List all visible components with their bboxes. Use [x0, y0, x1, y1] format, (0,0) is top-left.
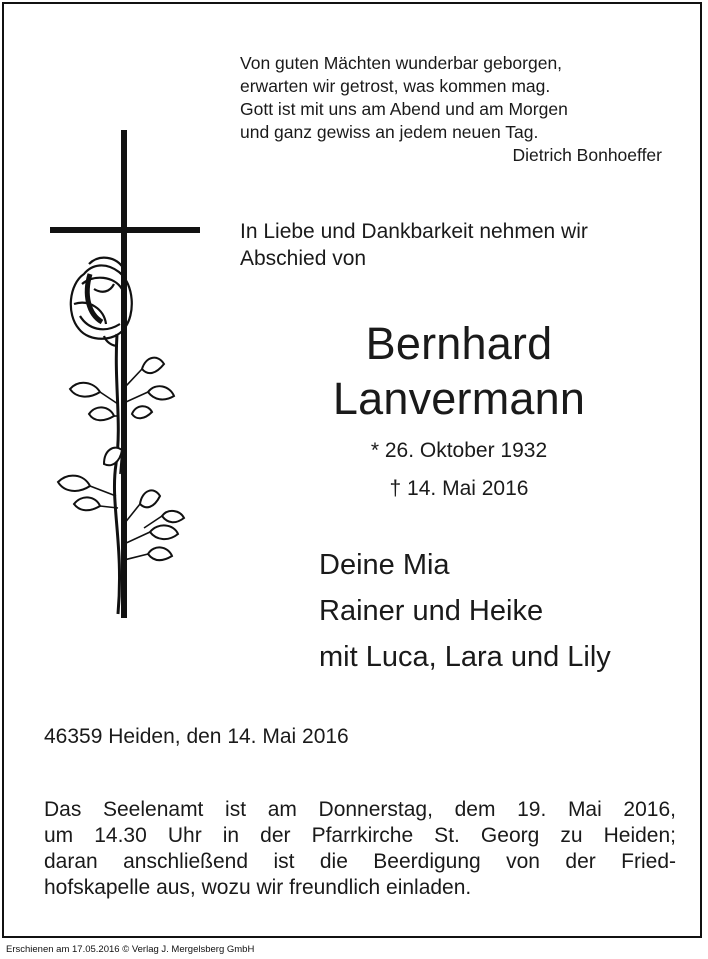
intro-text: [240, 218, 676, 272]
notice-line: daran anschließend ist die Beerdigung von der Fried-: [44, 850, 676, 873]
intro-line-1: In Liebe und Dankbarkeit nehmen wir: [240, 220, 588, 243]
poem-line: und ganz gewiss an jedem neuen Tag.: [240, 122, 539, 142]
notice-line: Das Seelenamt ist am Donnerstag, dem 19. Mai 2016,: [44, 798, 676, 821]
intro-line-2: Abschied von: [240, 247, 367, 270]
family-member: Deine Mia: [319, 549, 450, 581]
publication-footer: Erschienen am 17.05.2016 © Verlag J. Mergelsberg GmbH: [6, 944, 255, 955]
poem-line: erwarten wir getrost, was kommen mag.: [240, 76, 551, 96]
deceased-last-name: Lanvermann: [332, 373, 586, 424]
notice-line: hofskapelle aus, wozu wir freundlich einladen.: [44, 876, 472, 899]
poem-line: Gott ist mit uns am Abend und am Morgen: [240, 99, 568, 119]
poem-author: Dietrich Bonhoeffer: [512, 145, 662, 165]
poem-line: Von guten Mächten wunderbar geborgen,: [240, 53, 563, 73]
birth-date: * 26. Oktober 1932: [370, 439, 548, 462]
family-list: [319, 542, 611, 680]
cross-with-rose-icon: [44, 124, 204, 624]
notice-line: um 14.30 Uhr in der Pfarrkirche St. Georg zu Heiden;: [44, 824, 676, 847]
family-member: mit Luca, Lara und Lily: [319, 641, 611, 673]
poem: [240, 52, 670, 167]
obituary-frame: [2, 2, 702, 938]
deceased-first-name: Bernhard: [365, 318, 553, 369]
death-date: † 14. Mai 2016: [389, 477, 529, 500]
family-member: Rainer und Heike: [319, 595, 544, 627]
funeral-notice: [44, 797, 676, 901]
place-date: 46359 Heiden, den 14. Mai 2016: [44, 725, 349, 748]
